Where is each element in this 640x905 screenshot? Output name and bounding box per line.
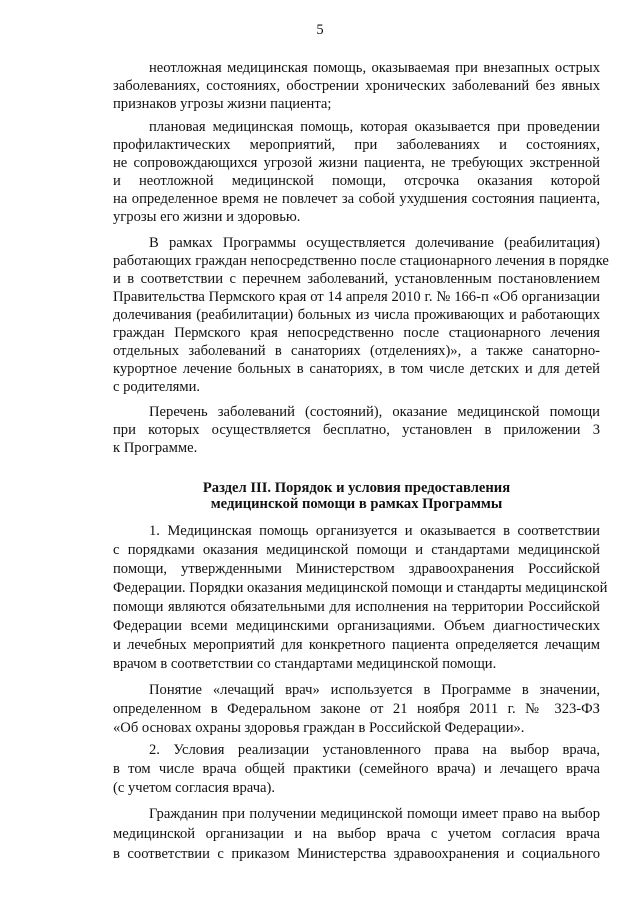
text-line: неотложная медицинская помощь, оказываемая при внезапных острых — [149, 60, 600, 76]
text-line: профилактических мероприятий, при заболеваниях и состояниях, — [113, 137, 600, 153]
text-line: 1. Медицинская помощь организуется и оказывается в соответствии — [149, 523, 600, 539]
text-line: (с учетом согласия врача). — [113, 780, 276, 796]
text-line: при которых осуществляется бесплатно, установлен в приложении 3 — [113, 422, 600, 438]
text-line: и лечебных мероприятий для конкретного пациента определяется лечащим — [113, 637, 600, 653]
text-line: отдельных заболеваний в санаториях (отделениях)», а также санаторно- — [113, 343, 600, 359]
text-line: долечивания (реабилитации) больных из числа проживающих и работающих — [113, 307, 600, 323]
text-line: и в соответствии с перечнем заболеваний, установленным постановлением — [113, 271, 600, 287]
text-line: на определенное время не повлечет за собой ухудшения состояния пациента, — [113, 191, 600, 207]
text-line: В рамках Программы осуществляется долечивание (реабилитация) — [149, 235, 600, 251]
text-line: с родителями. — [113, 379, 201, 395]
text-line: медицинской организации и на выбор врача с учетом согласия врача — [113, 826, 600, 842]
text-line: работающих граждан непосредственно после стационарного лечения в порядке — [113, 253, 609, 269]
section-heading: медицинской помощи в рамках Программы — [210, 496, 503, 512]
text-line: Федерации всеми медицинскими организациями. Объем диагностических — [113, 618, 600, 634]
section-heading: Раздел III. Порядок и условия предоставления — [202, 480, 511, 496]
text-line: признаков угрозы жизни пациента; — [113, 96, 332, 112]
page-number: 5 — [316, 22, 324, 38]
text-line: и неотложной медицинской помощи, отсрочка оказания которой — [113, 173, 600, 189]
text-line: Понятие «лечащий врач» используется в Программе в значении, — [149, 682, 600, 698]
text-line: Гражданин при получении медицинской помощи имеет право на выбор — [149, 806, 600, 822]
text-line: 2. Условия реализации установленного права на выбор врача, — [149, 742, 600, 758]
text-line: помощи, утвержденными Министерством здравоохранения Российской — [113, 561, 600, 577]
text-line: граждан Пермского края непосредственно после стационарного лечения — [113, 325, 600, 341]
text-line: к Программе. — [113, 440, 198, 456]
text-line: в том числе врача общей практики (семейного врача) и лечащего врача — [113, 761, 600, 777]
text-line: определенном в Федеральном законе от 21 ноября 2011 г. № 323-ФЗ — [113, 701, 600, 717]
text-line: врачом в соответствии со стандартами медицинской помощи. — [113, 656, 497, 672]
text-line: в соответствии с приказом Министерства здравоохранения и социального — [113, 846, 600, 862]
text-line: с порядками оказания медицинской помощи и стандартами медицинской — [113, 542, 600, 558]
text-line: угрозы его жизни и здоровью. — [113, 209, 301, 225]
text-line: не сопровождающихся угрозой жизни пациента, не требующих экстренной — [113, 155, 600, 171]
text-line: Федерации. Порядки оказания медицинской помощи и стандарты медицинской — [113, 580, 608, 596]
text-line: курортное лечение больных в санаториях, в том числе детских и для детей — [113, 361, 600, 377]
text-line: заболеваниях, состояниях, обострении хронических заболеваний без явных — [113, 78, 600, 94]
text-line: помощи являются обязательными для исполнения на территории Российской — [113, 599, 600, 615]
text-line: плановая медицинская помощь, которая оказывается при проведении — [149, 119, 600, 135]
text-line: «Об основах охраны здоровья граждан в Российской Федерации». — [113, 720, 525, 736]
text-line: Правительства Пермского края от 14 апреля 2010 г. № 166-п «Об организации — [113, 289, 600, 305]
text-line: Перечень заболеваний (состояний), оказание медицинской помощи — [149, 404, 600, 420]
